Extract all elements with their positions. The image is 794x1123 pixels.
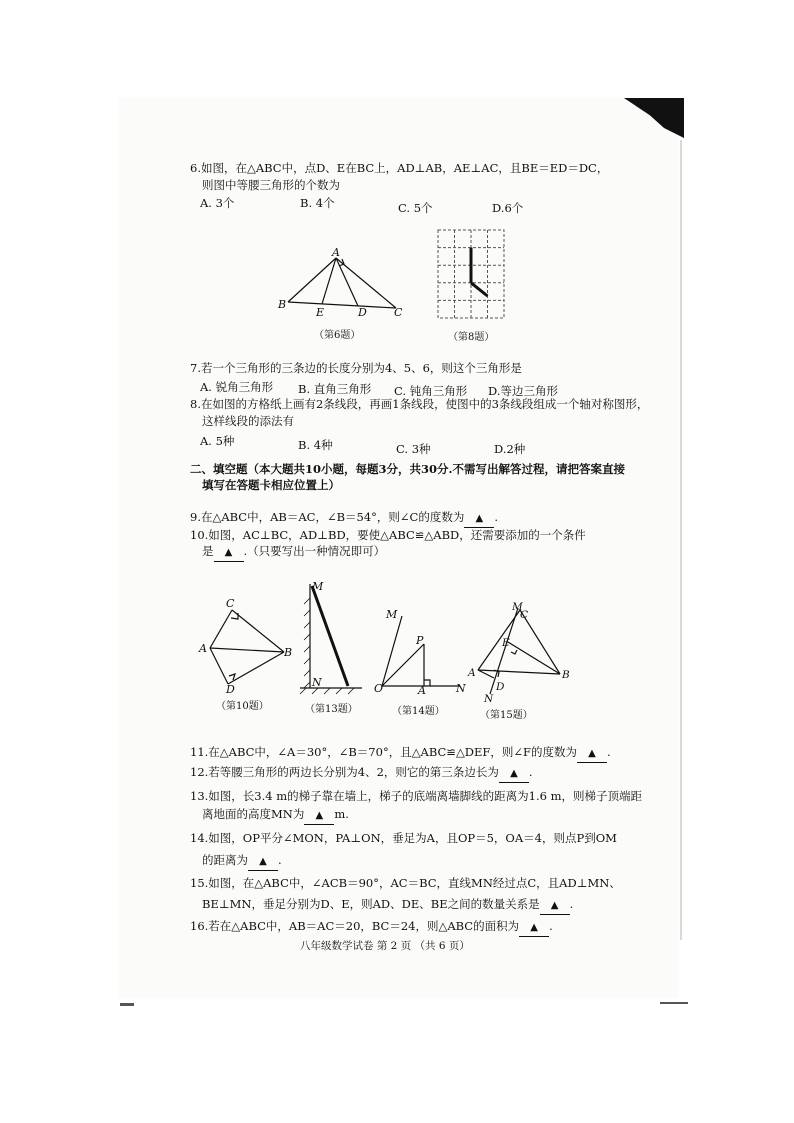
figure-13 <box>296 578 368 696</box>
q15-line2: BE⊥MN，垂足分别为D、E，则AD、DE、BE之间的数量关系是 ▲ . <box>202 896 573 915</box>
svg-text:M: M <box>512 601 523 613</box>
svg-text:C: C <box>226 597 235 610</box>
q8-line1: 8.在如图的方格纸上画有2条线段，再画1条线段，使图中的3条线段组成一个轴对称图形， <box>190 397 649 411</box>
section2-heading-line2: 填写在答题卡相应位置上） <box>202 478 340 492</box>
svg-text:P: P <box>416 634 424 647</box>
q12-text: 12.若等腰三角形的两边长分别为4、2，则它的第三条边长为 ▲ . <box>190 764 533 783</box>
figure-6 <box>276 246 408 324</box>
figure-15 <box>464 598 572 702</box>
svg-text:O: O <box>374 682 384 694</box>
q6-line2: 则图中等腰三角形的个数为 <box>202 178 340 192</box>
svg-text:E: E <box>502 637 510 649</box>
q9-text: 9.在△ABC中，AB＝AC，∠B＝54°，则∠C的度数为 ▲ . <box>190 509 498 528</box>
q11-text: 11.在△ABC中，∠A＝30°，∠B＝70°，且△ABC≌△DEF，则∠F的度数为 ▲ . <box>190 744 611 763</box>
q12-label: 12.若等腰三角形的两边长分别为4、2，则它的第三条边长为 <box>190 765 499 779</box>
q10-line1: 10.如图，AC⊥BC，AD⊥BD，要使△ABC≌△ABD，还需要添加的一个条件 <box>190 528 586 542</box>
q9-label: 9.在△ABC中，AB＝AC，∠B＝54°，则∠C的度数为 <box>190 510 465 524</box>
q13-answer-blank: ▲ <box>304 808 334 825</box>
q13-line1: 13.如图，长3.4 m的梯子靠在墙上，梯子的底端离墙脚线的距离为1.6 m，则梯子顶端距 <box>190 789 642 803</box>
q7-option-c: C. 钝角三角形 <box>394 384 468 398</box>
q16-label: 16.若在△ABC中，AB＝AC＝20，BC＝24，则△ABC的面积为 <box>190 919 520 933</box>
q14-answer-blank: ▲ <box>248 854 278 871</box>
q14-line2: 的距离为 ▲ . <box>202 852 282 871</box>
svg-text:N: N <box>312 676 322 689</box>
figure-10-caption: （第10题） <box>216 701 269 712</box>
svg-text:B: B <box>284 646 293 659</box>
q8-option-b: B. 4种 <box>298 438 333 452</box>
svg-text:D: D <box>358 306 367 319</box>
q14-prefix: 的距离为 <box>202 853 248 867</box>
q8-option-c: C. 3种 <box>396 442 431 456</box>
q16-answer-blank: ▲ <box>519 920 549 937</box>
svg-text:D: D <box>226 683 235 694</box>
svg-text:A: A <box>199 642 207 655</box>
svg-text:M: M <box>312 580 324 593</box>
q7-option-a: A. 锐角三角形 <box>200 380 274 394</box>
q7-option-b: B. 直角三角形 <box>298 382 372 396</box>
q13-suffix: m. <box>334 807 349 821</box>
svg-text:B: B <box>278 298 287 311</box>
svg-text:A: A <box>418 684 426 694</box>
q6-line1: 6.如图，在△ABC中，点D、E在BC上，AD⊥AB，AE⊥AC，且BE＝ED＝DC， <box>190 161 609 175</box>
svg-text:A: A <box>332 246 340 259</box>
q15-prefix: BE⊥MN，垂足分别为D、E，则AD、DE、BE之间的数量关系是 <box>202 897 540 911</box>
q16-text: 16.若在△ABC中，AB＝AC＝20，BC＝24，则△ABC的面积为 ▲ . <box>190 918 553 937</box>
scan-corner-shadow <box>624 98 684 138</box>
q8-line2: 这样线段的添法有 <box>202 414 294 428</box>
q15-line1: 15.如图，在△ABC中，∠ACB＝90°，AC＝BC，直线MN经过点C，且AD⊥MN、 <box>190 876 621 890</box>
q8-option-a: A. 5种 <box>200 434 235 448</box>
svg-text:C: C <box>394 306 403 319</box>
q11-label: 11.在△ABC中，∠A＝30°，∠B＝70°，且△ABC≌△DEF，则∠F的度数为 <box>190 745 577 759</box>
q14-line1: 14.如图，OP平分∠MON，PA⊥ON，垂足为A，且OP＝5，OA＝4，则点P到OM <box>190 831 617 845</box>
figure-13-caption: （第13题） <box>305 704 358 715</box>
q10-prefix: 是 <box>202 544 214 558</box>
figure-8-caption: （第8题） <box>448 332 495 343</box>
figure-14 <box>372 604 468 694</box>
q11-answer-blank: ▲ <box>577 746 607 763</box>
page-footer: 八年级数学试卷 第 2 页 （共 6 页） <box>300 940 470 952</box>
q15-answer-blank: ▲ <box>540 898 570 915</box>
svg-text:B: B <box>562 669 570 681</box>
page-edge <box>680 140 682 940</box>
svg-text:M: M <box>386 608 398 621</box>
figure-6-caption: （第6题） <box>314 330 361 341</box>
figure-15-caption: （第15题） <box>480 710 533 721</box>
svg-text:E: E <box>316 306 325 319</box>
svg-text:C: C <box>520 609 529 621</box>
q6-option-b: B. 4个 <box>300 196 335 210</box>
q13-line2 <box>202 806 349 825</box>
svg-text:A: A <box>468 667 476 679</box>
figure-14-caption: （第14题） <box>392 706 445 717</box>
section2-heading-line1: 二、填空题（本大题共10小题，每题3分，共30分.不需写出解答过程，请把答案直接 <box>190 462 626 476</box>
q7-line1: 7.若一个三角形的三条边的长度分别为4、5、6，则这个三角形是 <box>190 361 522 375</box>
q9-answer-blank: ▲ <box>464 511 494 528</box>
q12-answer-blank: ▲ <box>499 766 529 783</box>
q7-option-d: D.等边三角形 <box>488 384 558 398</box>
svg-text:D: D <box>496 681 505 693</box>
scan-mark <box>120 1003 134 1006</box>
q13-prefix: 离地面的高度MN为 <box>202 807 305 821</box>
q10-line2 <box>202 543 385 562</box>
q10-answer-blank: ▲ <box>214 545 244 562</box>
figure-8-grid <box>436 228 506 320</box>
svg-text:N: N <box>484 693 494 702</box>
figure-10 <box>196 592 296 694</box>
q6-option-a: A. 3个 <box>200 196 235 210</box>
svg-text:N: N <box>456 682 466 694</box>
q6-option-d: D.6个 <box>492 201 524 215</box>
scan-mark <box>660 1002 688 1004</box>
q10-suffix: .（只要写出一种情况即可） <box>243 544 386 558</box>
q8-option-d: D.2种 <box>494 442 526 456</box>
q6-option-c: C. 5个 <box>398 201 433 215</box>
